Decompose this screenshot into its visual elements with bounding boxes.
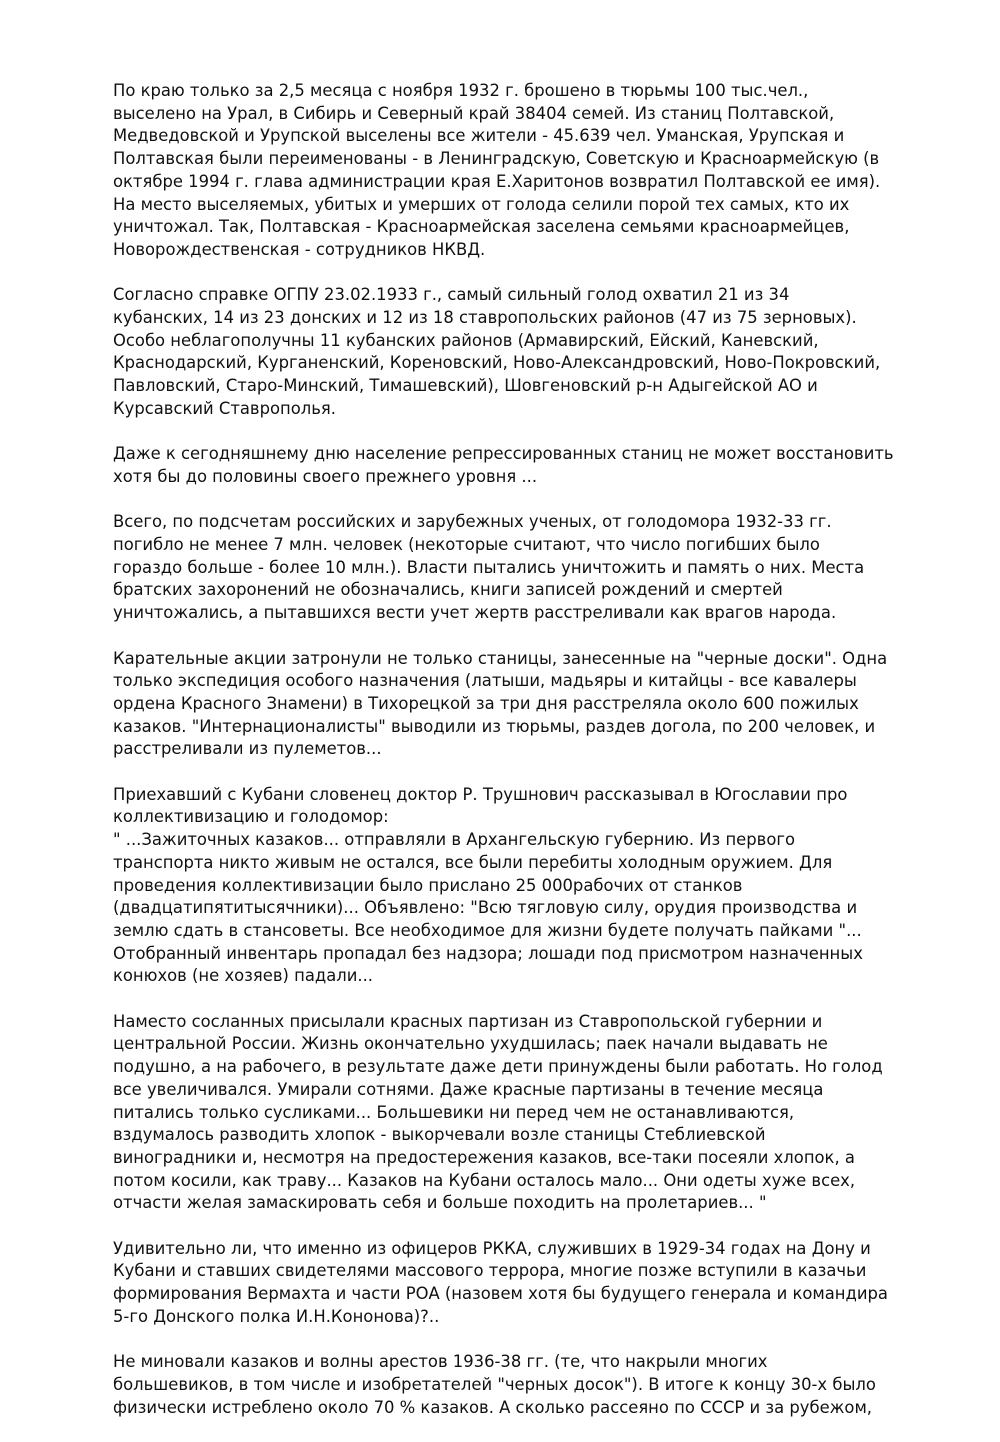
text-line: гораздо больше - более 10 млн.). Власти пытались уничтожить и память о них. Места xyxy=(113,557,865,577)
paragraph xyxy=(113,1238,913,1329)
text-line: землю сдать в стансоветы. Все необходимое для жизни будете получать пайками "... xyxy=(113,920,862,940)
paragraph xyxy=(113,511,913,625)
paragraph xyxy=(113,648,913,762)
text-line: 5-го Донского полка И.Н.Кононова)?.. xyxy=(113,1306,440,1326)
paragraph xyxy=(113,80,913,262)
text-line: Новорождественская - сотрудников НКВД. xyxy=(113,239,486,259)
text-line: Курсавский Ставрополья. xyxy=(113,398,336,418)
paragraph xyxy=(113,443,913,488)
text-line: проведения коллективизации было прислано 25 000рабочих от станков xyxy=(113,875,743,895)
text-line: На место выселяемых, убитых и умерших от голода селили порой тех самых, кто их xyxy=(113,194,850,214)
text-line: хотя бы до половины своего прежнего уровня ... xyxy=(113,466,538,486)
text-line: только экспедиция особого назначения (латыши, мадьяры и китайцы - все кавалеры xyxy=(113,671,857,691)
text-line: уничтожались, а пытавшихся вести учет жертв расстреливали как врагов народа. xyxy=(113,603,837,623)
text-line: Медведовской и Урупской выселены все жители - 45.639 чел. Уманская, Урупская и xyxy=(113,126,845,146)
text-line: По краю только за 2,5 месяца с ноября 1932 г. брошено в тюрьмы 100 тыс.чел., xyxy=(113,81,809,100)
text-line: коллективизацию и голодомор: xyxy=(113,807,389,827)
text-line: вздумалось разводить хлопок - выкорчевали возле станицы Стеблиевской xyxy=(113,1125,766,1145)
text-line: ордена Красного Знамени) в Тихорецкой за три дня расстреляла около 600 пожилых xyxy=(113,693,859,713)
text-line: расстреливали из пулеметов... xyxy=(113,739,382,759)
text-line: подушно, а на рабочего, в результате даже дети принуждены были работать. Но голод xyxy=(113,1057,883,1077)
text-line: Карательные акции затронули не только станицы, занесенные на "черные доски". Одна xyxy=(113,648,888,668)
text-line: отчасти желая замаскировать себя и больше походить на пролетариев... " xyxy=(113,1193,767,1213)
text-line: Наместо сосланных присылали красных партизан из Ставропольской губернии и xyxy=(113,1011,823,1031)
text-line: виноградники и, несмотря на предостережения казаков, все-таки посеяли хлопок, а xyxy=(113,1147,855,1167)
text-line: казаков. "Интернационалисты" выводили из тюрьмы, раздев догола, по 200 человек, и xyxy=(113,716,876,736)
text-line: все увеличивался. Умирали сотнями. Даже красные партизаны в течение месяца xyxy=(113,1079,824,1099)
text-line: транспорта никто живым не остался, все были перебиты холодным оружием. Для xyxy=(113,852,833,872)
text-line: большевиков, в том числе и изобретателей "черных досок"). В итоге к концу 30-х было xyxy=(113,1374,876,1394)
text-line: братских захоронений не обозначались, книги записей рождений и смертей xyxy=(113,580,783,600)
text-line: Особо неблагополучны 11 кубанских районов (Армавирский, Ейский, Каневский, xyxy=(113,330,819,350)
text-line: центральной России. Жизнь окончательно ухудшилась; паек начали выдавать не xyxy=(113,1034,828,1054)
text-line: Павловский, Старо-Минский, Тимашевский), Шовгеновский р-н Адыгейской АО и xyxy=(113,376,818,396)
text-line: " ...Зажиточных казаков... отправляли в Архангельскую губернию. Из первого xyxy=(113,830,795,850)
text-line: потом косили, как траву... Казаков на Кубани осталось мало... Они одеты хуже всех, xyxy=(113,1170,856,1190)
paragraph xyxy=(113,1011,913,1215)
text-line: уничтожал. Так, Полтавская - Красноармейская заселена семьями красноармейцев, xyxy=(113,217,850,237)
text-line: Удивительно ли, что именно из офицеров РККА, служивших в 1929-34 годах на Дону и xyxy=(113,1238,871,1258)
text-line: Согласно справке ОГПУ 23.02.1933 г., самый сильный голод охватил 21 из 34 xyxy=(113,285,790,305)
text-line: формирования Вермахта и части РОА (назовем хотя бы будущего генерала и командира xyxy=(113,1284,888,1304)
document-page xyxy=(113,80,913,1442)
text-line: октябре 1994 г. глава администрации края Е.Харитонов возвратил Полтавской ее имя). xyxy=(113,171,881,191)
text-line: питались только сусликами... Большевики ни перед чем не останавливаются, xyxy=(113,1102,795,1122)
text-line: Кубани и ставших свидетелями массового террора, многие позже вступили в казачьи xyxy=(113,1261,867,1281)
text-line: Не миновали казаков и волны арестов 1936-38 гг. (те, что накрыли многих xyxy=(113,1352,768,1372)
paragraph xyxy=(113,784,913,988)
text-line: конюхов (не хозяев) падали... xyxy=(113,966,373,986)
text-line: Всего, по подсчетам российских и зарубежных ученых, от голодомора 1932-33 гг. xyxy=(113,512,832,532)
text-line: Приехавший с Кубани словенец доктор Р. Трушнович рассказывал в Югославии про xyxy=(113,784,848,804)
text-line: Полтавская были переименованы - в Ленинградскую, Советскую и Красноармейскую (в xyxy=(113,149,880,169)
text-line: Даже к сегодняшнему дню население репрессированных станиц не может восстановить xyxy=(113,444,894,464)
text-line: Отобранный инвентарь пропадал без надзора; лошади под присмотром назначенных xyxy=(113,943,863,963)
text-line: погибло не менее 7 млн. человек (некоторые считают, что число погибших было xyxy=(113,535,820,555)
text-line: (двадцатипятитысячники)... Объявлено: "Всю тягловую силу, орудия производства и xyxy=(113,898,858,918)
text-line: Краснодарский, Курганенский, Кореновский, Ново-Александровский, Ново-Покровский, xyxy=(113,353,881,373)
text-line: кубанских, 14 из 23 донских и 12 из 18 ставропольских районов (47 из 75 зерновых). xyxy=(113,308,857,328)
text-line: физически истреблено около 70 % казаков. А сколько рассеяно по СССР и за рубежом, xyxy=(113,1397,873,1417)
paragraph xyxy=(113,1351,913,1419)
document-body xyxy=(113,80,913,1419)
paragraph xyxy=(113,284,913,420)
text-line: выселено на Урал, в Сибирь и Северный край 38404 семей. Из станиц Полтавской, xyxy=(113,103,835,123)
